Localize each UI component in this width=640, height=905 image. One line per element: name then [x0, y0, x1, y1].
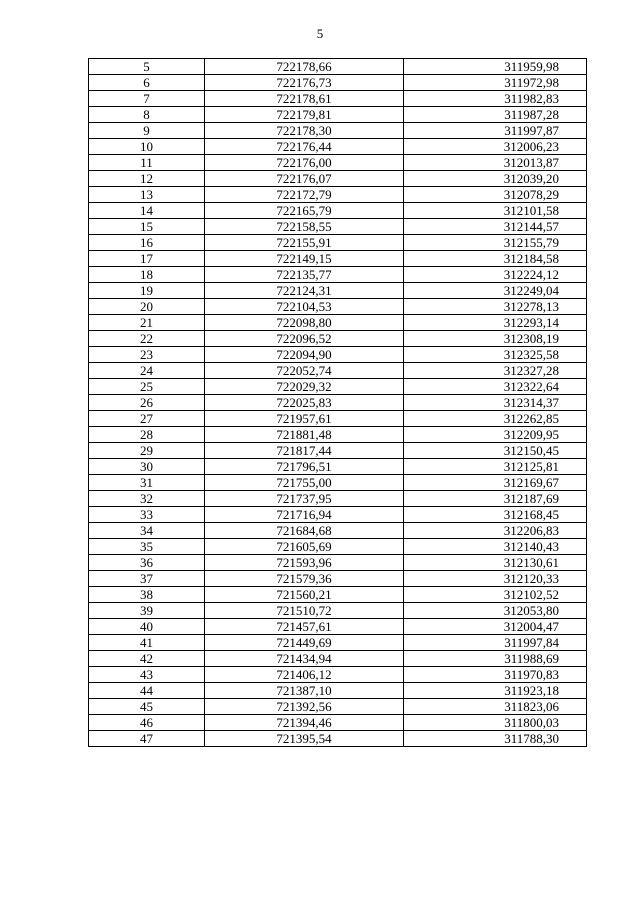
y-coordinate-cell: 312053,80	[404, 603, 587, 619]
table-row	[89, 555, 587, 571]
table-row	[89, 523, 587, 539]
y-coordinate-cell: 312314,37	[404, 395, 587, 411]
x-coordinate-cell: 722149,15	[205, 251, 404, 267]
point-number-cell: 33	[89, 507, 205, 523]
point-number-cell: 36	[89, 555, 205, 571]
x-coordinate-cell: 721755,00	[205, 475, 404, 491]
table-row	[89, 123, 587, 139]
table-row	[89, 203, 587, 219]
point-number-cell: 29	[89, 443, 205, 459]
point-number-cell: 37	[89, 571, 205, 587]
table-row	[89, 603, 587, 619]
point-number-cell: 14	[89, 203, 205, 219]
x-coordinate-cell: 722025,83	[205, 395, 404, 411]
table-row	[89, 507, 587, 523]
y-coordinate-cell: 312262,85	[404, 411, 587, 427]
coordinates-table-body	[89, 59, 587, 747]
y-coordinate-cell: 312102,52	[404, 587, 587, 603]
x-coordinate-cell: 722165,79	[205, 203, 404, 219]
y-coordinate-cell: 312150,45	[404, 443, 587, 459]
point-number-cell: 34	[89, 523, 205, 539]
point-number-cell: 7	[89, 91, 205, 107]
y-coordinate-cell: 312168,45	[404, 507, 587, 523]
point-number-cell: 31	[89, 475, 205, 491]
x-coordinate-cell: 722094,90	[205, 347, 404, 363]
y-coordinate-cell: 311970,83	[404, 667, 587, 683]
y-coordinate-cell: 312006,23	[404, 139, 587, 155]
x-coordinate-cell: 722124,31	[205, 283, 404, 299]
x-coordinate-cell: 721593,96	[205, 555, 404, 571]
table-row	[89, 347, 587, 363]
point-number-cell: 40	[89, 619, 205, 635]
point-number-cell: 10	[89, 139, 205, 155]
y-coordinate-cell: 312325,58	[404, 347, 587, 363]
y-coordinate-cell: 312120,33	[404, 571, 587, 587]
point-number-cell: 24	[89, 363, 205, 379]
table-row	[89, 75, 587, 91]
y-coordinate-cell: 312184,58	[404, 251, 587, 267]
table-row	[89, 379, 587, 395]
x-coordinate-cell: 721434,94	[205, 651, 404, 667]
page-number: 5	[316, 26, 324, 41]
table-row	[89, 139, 587, 155]
y-coordinate-cell: 311972,98	[404, 75, 587, 91]
table-row	[89, 283, 587, 299]
table-row	[89, 619, 587, 635]
table-row	[89, 251, 587, 267]
y-coordinate-cell: 312140,43	[404, 539, 587, 555]
point-number-cell: 19	[89, 283, 205, 299]
table-row	[89, 427, 587, 443]
table-row	[89, 59, 587, 75]
x-coordinate-cell: 722172,79	[205, 187, 404, 203]
point-number-cell: 16	[89, 235, 205, 251]
x-coordinate-cell: 722104,53	[205, 299, 404, 315]
x-coordinate-cell: 722155,91	[205, 235, 404, 251]
point-number-cell: 6	[89, 75, 205, 91]
y-coordinate-cell: 311982,83	[404, 91, 587, 107]
point-number-cell: 18	[89, 267, 205, 283]
table-row	[89, 443, 587, 459]
table-row	[89, 667, 587, 683]
point-number-cell: 8	[89, 107, 205, 123]
point-number-cell: 43	[89, 667, 205, 683]
table-row	[89, 475, 587, 491]
x-coordinate-cell: 721406,12	[205, 667, 404, 683]
x-coordinate-cell: 722176,07	[205, 171, 404, 187]
y-coordinate-cell: 312206,83	[404, 523, 587, 539]
y-coordinate-cell: 311800,03	[404, 715, 587, 731]
point-number-cell: 15	[89, 219, 205, 235]
x-coordinate-cell: 721510,72	[205, 603, 404, 619]
point-number-cell: 42	[89, 651, 205, 667]
x-coordinate-cell: 721457,61	[205, 619, 404, 635]
coordinates-table	[88, 58, 587, 747]
y-coordinate-cell: 311823,06	[404, 699, 587, 715]
table-row	[89, 459, 587, 475]
point-number-cell: 11	[89, 155, 205, 171]
y-coordinate-cell: 312322,64	[404, 379, 587, 395]
y-coordinate-cell: 312004,47	[404, 619, 587, 635]
y-coordinate-cell: 311997,87	[404, 123, 587, 139]
table-row	[89, 587, 587, 603]
point-number-cell: 47	[89, 731, 205, 747]
table-row	[89, 171, 587, 187]
x-coordinate-cell: 722098,80	[205, 315, 404, 331]
y-coordinate-cell: 312130,61	[404, 555, 587, 571]
x-coordinate-cell: 722052,74	[205, 363, 404, 379]
point-number-cell: 9	[89, 123, 205, 139]
table-row	[89, 315, 587, 331]
y-coordinate-cell: 312155,79	[404, 235, 587, 251]
x-coordinate-cell: 721737,95	[205, 491, 404, 507]
x-coordinate-cell: 722178,66	[205, 59, 404, 75]
point-number-cell: 32	[89, 491, 205, 507]
point-number-cell: 30	[89, 459, 205, 475]
x-coordinate-cell: 722176,44	[205, 139, 404, 155]
y-coordinate-cell: 312327,28	[404, 363, 587, 379]
table-row	[89, 235, 587, 251]
y-coordinate-cell: 312293,14	[404, 315, 587, 331]
point-number-cell: 22	[89, 331, 205, 347]
x-coordinate-cell: 721394,46	[205, 715, 404, 731]
x-coordinate-cell: 721817,44	[205, 443, 404, 459]
y-coordinate-cell: 312249,04	[404, 283, 587, 299]
y-coordinate-cell: 311959,98	[404, 59, 587, 75]
table-row	[89, 363, 587, 379]
x-coordinate-cell: 721684,68	[205, 523, 404, 539]
point-number-cell: 46	[89, 715, 205, 731]
x-coordinate-cell: 722178,30	[205, 123, 404, 139]
point-number-cell: 41	[89, 635, 205, 651]
table-row	[89, 395, 587, 411]
y-coordinate-cell: 311923,18	[404, 683, 587, 699]
point-number-cell: 44	[89, 683, 205, 699]
table-row	[89, 267, 587, 283]
point-number-cell: 35	[89, 539, 205, 555]
table-row	[89, 187, 587, 203]
table-row	[89, 715, 587, 731]
y-coordinate-cell: 312013,87	[404, 155, 587, 171]
y-coordinate-cell: 312308,19	[404, 331, 587, 347]
table-row	[89, 539, 587, 555]
x-coordinate-cell: 721605,69	[205, 539, 404, 555]
table-row	[89, 107, 587, 123]
y-coordinate-cell: 312278,13	[404, 299, 587, 315]
point-number-cell: 17	[89, 251, 205, 267]
table-row	[89, 731, 587, 747]
y-coordinate-cell: 312101,58	[404, 203, 587, 219]
table-row	[89, 411, 587, 427]
x-coordinate-cell: 721881,48	[205, 427, 404, 443]
point-number-cell: 13	[89, 187, 205, 203]
x-coordinate-cell: 722029,32	[205, 379, 404, 395]
point-number-cell: 20	[89, 299, 205, 315]
point-number-cell: 26	[89, 395, 205, 411]
x-coordinate-cell: 722135,77	[205, 267, 404, 283]
x-coordinate-cell: 722178,61	[205, 91, 404, 107]
y-coordinate-cell: 312125,81	[404, 459, 587, 475]
x-coordinate-cell: 722176,73	[205, 75, 404, 91]
table-row	[89, 299, 587, 315]
table-row	[89, 699, 587, 715]
table-row	[89, 219, 587, 235]
x-coordinate-cell: 721560,21	[205, 587, 404, 603]
x-coordinate-cell: 721395,54	[205, 731, 404, 747]
table-row	[89, 683, 587, 699]
table-row	[89, 491, 587, 507]
x-coordinate-cell: 721579,36	[205, 571, 404, 587]
y-coordinate-cell: 312224,12	[404, 267, 587, 283]
point-number-cell: 21	[89, 315, 205, 331]
y-coordinate-cell: 311987,28	[404, 107, 587, 123]
y-coordinate-cell: 311997,84	[404, 635, 587, 651]
x-coordinate-cell: 721392,56	[205, 699, 404, 715]
point-number-cell: 12	[89, 171, 205, 187]
point-number-cell: 39	[89, 603, 205, 619]
y-coordinate-cell: 312144,57	[404, 219, 587, 235]
x-coordinate-cell: 722176,00	[205, 155, 404, 171]
table-row	[89, 331, 587, 347]
y-coordinate-cell: 312169,67	[404, 475, 587, 491]
table-row	[89, 91, 587, 107]
x-coordinate-cell: 721796,51	[205, 459, 404, 475]
x-coordinate-cell: 722179,81	[205, 107, 404, 123]
x-coordinate-cell: 722158,55	[205, 219, 404, 235]
x-coordinate-cell: 721449,69	[205, 635, 404, 651]
y-coordinate-cell: 312209,95	[404, 427, 587, 443]
point-number-cell: 5	[89, 59, 205, 75]
y-coordinate-cell: 311988,69	[404, 651, 587, 667]
point-number-cell: 45	[89, 699, 205, 715]
y-coordinate-cell: 311788,30	[404, 731, 587, 747]
y-coordinate-cell: 312187,69	[404, 491, 587, 507]
table-row	[89, 635, 587, 651]
table-row	[89, 651, 587, 667]
x-coordinate-cell: 721957,61	[205, 411, 404, 427]
x-coordinate-cell: 721387,10	[205, 683, 404, 699]
y-coordinate-cell: 312039,20	[404, 171, 587, 187]
table-row	[89, 571, 587, 587]
point-number-cell: 23	[89, 347, 205, 363]
point-number-cell: 28	[89, 427, 205, 443]
x-coordinate-cell: 722096,52	[205, 331, 404, 347]
x-coordinate-cell: 721716,94	[205, 507, 404, 523]
y-coordinate-cell: 312078,29	[404, 187, 587, 203]
point-number-cell: 27	[89, 411, 205, 427]
point-number-cell: 25	[89, 379, 205, 395]
table-row	[89, 155, 587, 171]
point-number-cell: 38	[89, 587, 205, 603]
